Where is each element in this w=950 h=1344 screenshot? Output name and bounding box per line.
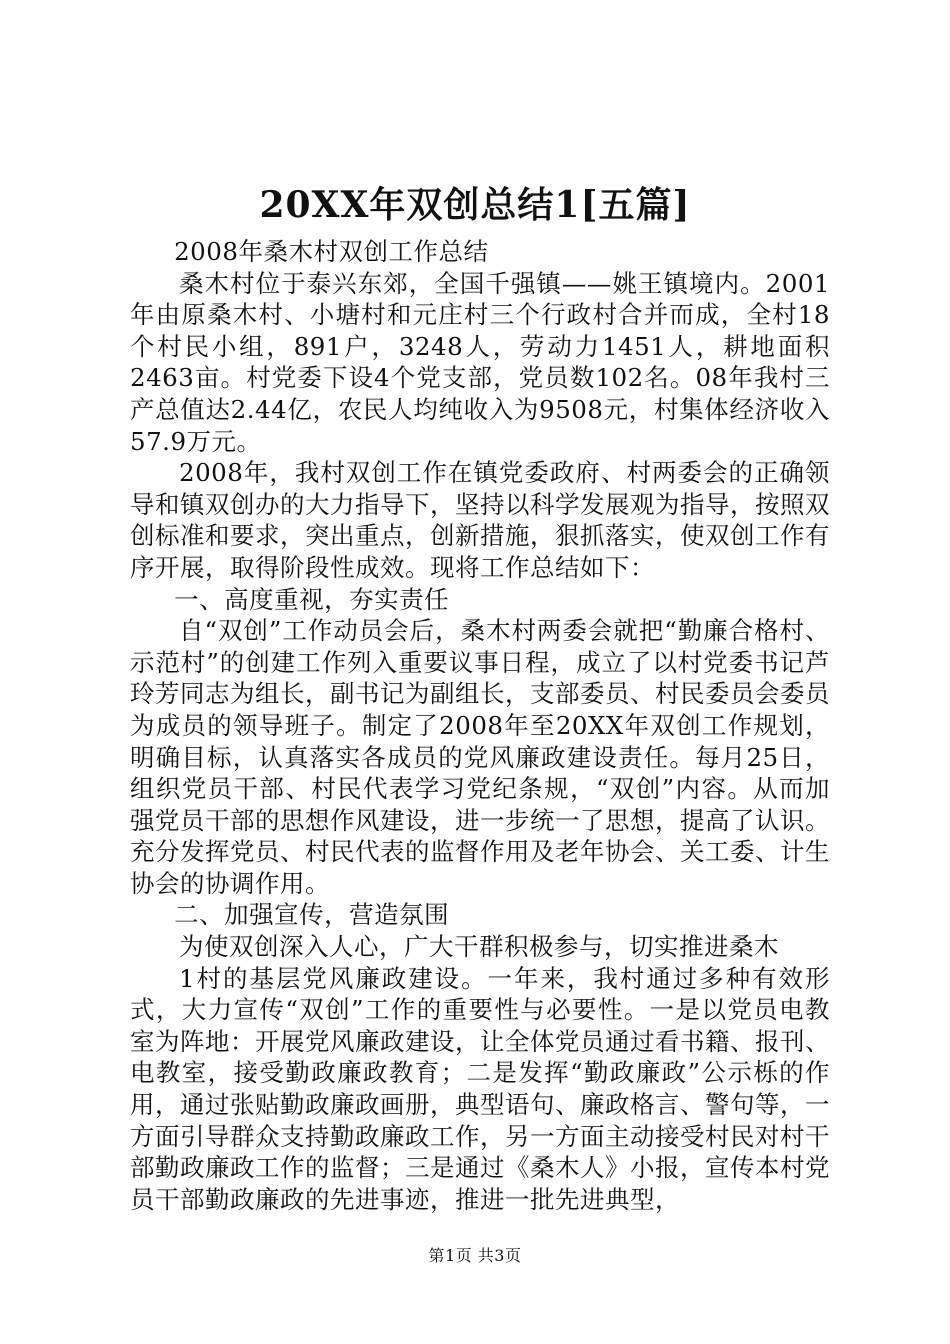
- section-heading-1: 一、高度重视，夯实责任: [174, 584, 450, 614]
- document-title: 20XX年双创总结1[五篇]: [259, 184, 691, 226]
- page-footer: 第1页 共3页: [428, 1246, 522, 1265]
- document-subtitle: 2008年桑木村双创工作总结: [174, 237, 489, 266]
- paragraph-section-1: 自“双创”工作动员会后，桑木村两委会就把“勤廉合格村、示范村”的创建工作列入重要议事日程，成立了以村党委书记芦玲芳同志为组长，副书记为副组长，支部委员、村民委员会委员为成员的领导班子。制定了2008年至20XX年双创工作规划，明确目标，认真落实各成员的党风廉政建设责任。每月25日，组织党员干部、村民代表学习党纪条规，“双创”内容。从而加强党员干部的思想作风建设，进一步统一了思想，提高了认识。充分发挥党员、村民代表的监督作用及老年协会、关工委、计生协会的协调作用。: [130, 616, 830, 898]
- document-body: [130, 236, 830, 1215]
- paragraph-section-2: 1村的基层党风廉政建设。一年来，我村通过多种有效形式，大力宣传“双创”工作的重要性与必要性。一是以党员电教室为阵地：开展党风廉政建设，让全体党员通过看书籍、报刊、电教室，接受勤政廉政教育；二是发挥“勤政廉政”公示栎的作用，通过张贴勤政廉政画册，典型语句、廉政格言、警句等，一方面引导群众支持勤政廉政工作，另一方面主动接受村民对村干部勤政廉政工作的监督；三是通过《桑木人》小报，宣传本村党员干部勤政廉政的先进事迹，推进一批先进典型，: [130, 963, 830, 1214]
- paragraph-overview: 2008年，我村双创工作在镇党委政府、村两委会的正确领导和镇双创办的大力指导下，坚持以科学发展观为指导，按照双创标准和要求，突出重点，创新措施，狠抓落实，使双创工作有序开展，取得阶段性成效。现将工作总结如下：: [130, 458, 830, 582]
- paragraph-section-2-lead: 为使双创深入人心，广大干群积极参与，切实推进桑木: [179, 932, 779, 962]
- section-heading-2: 二、加强宣传，营造氛围: [174, 900, 450, 930]
- paragraph-intro: 桑木村位于泰兴东郊，全国千强镇——姚王镇境内。2001年由原桑木村、小塘村和元庄村三个行政村合并而成，全村18个村民小组，891户，3248人，劳动力1451人，耕地面积2463亩。村党委下设4个党支部，党员数102名。08年我村三产总值达2.44亿，农民人均纯收入为9508元，村集体经济收入57.9万元。: [130, 268, 830, 456]
